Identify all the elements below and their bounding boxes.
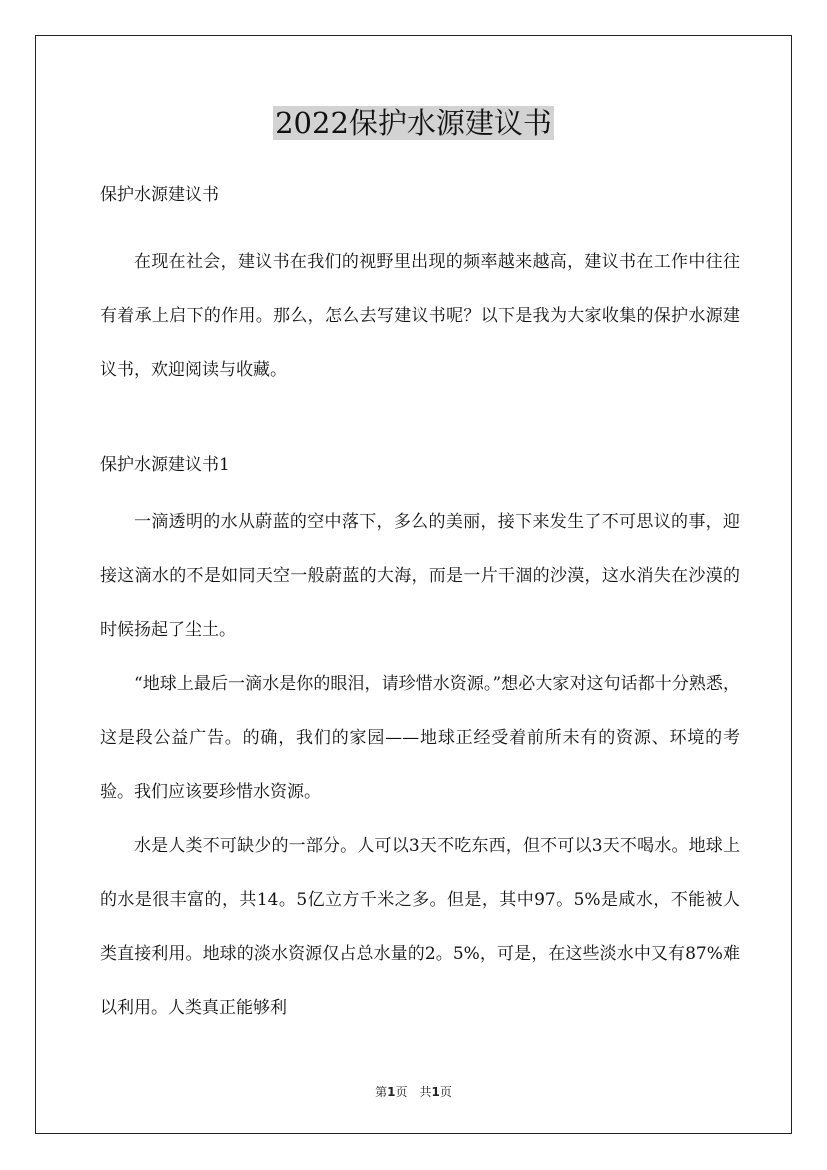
footer-prefix: 第 — [375, 1085, 388, 1099]
document-title — [0, 103, 827, 143]
footer-mid: 页 共 — [395, 1085, 432, 1099]
intro-section — [100, 180, 740, 397]
section-1 — [100, 450, 740, 1035]
page-footer — [0, 1083, 827, 1100]
paragraph-3: 水是人类不可缺少的一部分。人可以3天不吃东西，但不可以3天不喝水。地球上的水是很丰富的，共14。5亿立方千米之多。但是，其中97。5%是咸水，不能被人类直接利用。地球的淡水资源仅占总水量的2。5%，可是，在这些淡水中又有87%难以利用。人类真正能够利 — [100, 836, 740, 1018]
footer-page-number: 1 — [387, 1085, 396, 1099]
paragraph-1: 一滴透明的水从蔚蓝的空中落下，多么的美丽，接下来发生了不可思议的事，迎接这滴水的不是如同天空一般蔚蓝的大海，而是一片干涸的沙漠，这水消失在沙漠的时候扬起了尘土。 — [100, 512, 740, 640]
paragraph-2: “地球上最后一滴水是你的眼泪，请珍惜水资源。”想必大家对这句话都十分熟悉，这是段公益广告。的确，我们的家园——地球正经受着前所未有的资源、环境的考验。我们应该要珍惜水资源。 — [100, 674, 740, 802]
main-heading: 保护水源建议书 — [100, 185, 219, 205]
footer-suffix: 页 — [439, 1085, 452, 1099]
footer-page-total: 1 — [431, 1085, 440, 1099]
intro-paragraph: 在现在社会，建议书在我们的视野里出现的频率越来越高，建议书在工作中往往有着承上启下的作用。那么，怎么去写建议书呢？以下是我为大家收集的保护水源建议书，欢迎阅读与收藏。 — [100, 252, 740, 380]
document-title-text: 2022保护水源建议书 — [275, 106, 552, 140]
section-heading: 保护水源建议书1 — [100, 455, 230, 475]
